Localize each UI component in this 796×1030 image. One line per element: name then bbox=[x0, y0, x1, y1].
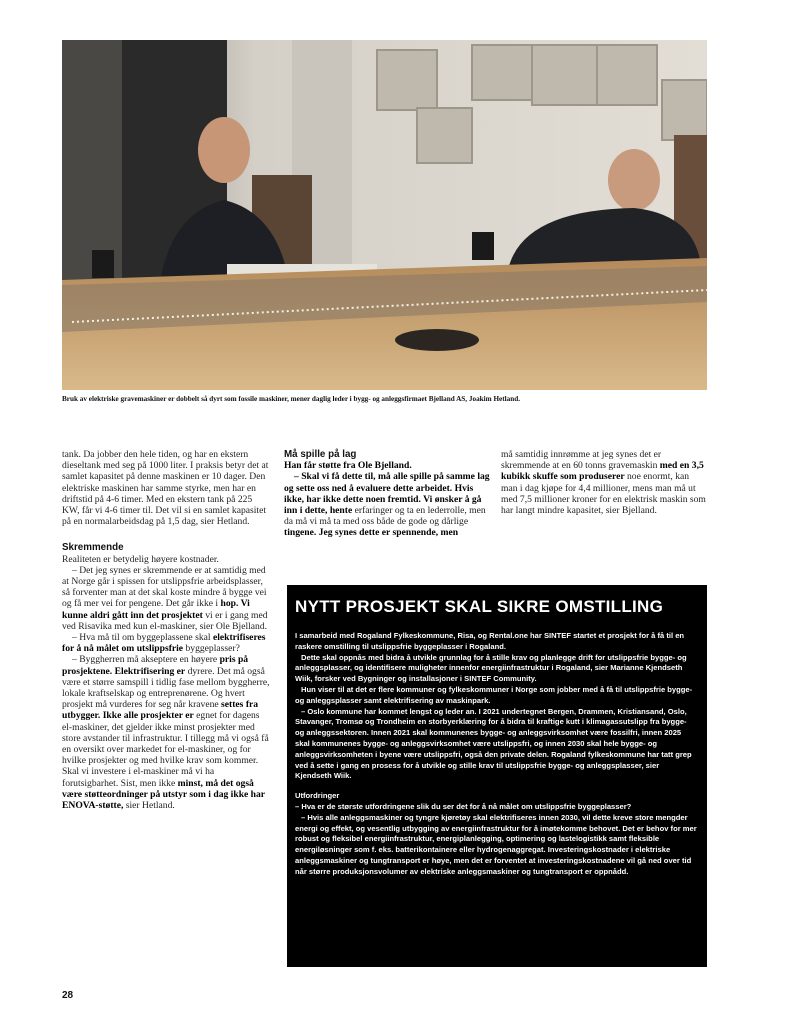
interview-photo bbox=[62, 40, 707, 390]
factbox-paragraph: – Hvis alle anleggsmaskiner og tyngre kjøretøy skal elektrifiseres innen 2030, vil dette kreve store mengder energi og effekt, og vesentlig utbygging av energiinfrastruktur for å imøtekomme behovet. Det er behov for mer robust og fleksibel energiinfrastruktur, energiplanlegging, optimering og lastelogistikk samt fleksible energiløsninger som f. eks. batterikontainere eller hydrogenaggregat. Investeringskostnader i elektriske anleggsmaskiner og tungtransport er høye, men det er forventet at investeringskostnadene vil gå ned over tid når større produksjonsvolumer av elektriske anleggsmaskiner og tungtransport er oppnådd. bbox=[295, 812, 697, 876]
paragraph: Han får støtte fra Ole Bjelland. bbox=[284, 460, 412, 472]
section-heading: Skremmende bbox=[62, 542, 124, 554]
paragraph: tank. Da jobber den hele tiden, og har en ekstern dieseltank med seg på 1000 liter. I praksis betyr det at samlet kapasitet på denne maskinen er 10 dager. Den elektriske maskinen har samme styrke, men har en driftstid på 4-6 timer. Med en ekstern tank på 225 KW, får vi 4-6 timer til. Det vil si en samlet kapasitet på en normalarbeidsdag på 1,5 dag, sier Hetland. bbox=[62, 449, 269, 528]
factbox-title: NYTT PROSJEKT SKAL SIKRE OMSTILLING bbox=[295, 597, 664, 616]
factbox-paragraph: Hun viser til at det er flere kommuner og fylkeskommuner i Norge som jobber med å få til utslippsfrie bygge- og anleggsplasser samt elektrifisering av maskinpark. bbox=[295, 684, 693, 705]
article-column-1 bbox=[62, 449, 270, 811]
paragraph: – Det jeg synes er skremmende er at samtidig med at Norge går i spissen for utslippsfrie arbeidsplasser, så forventer man at det skal koste mindre å bygge vei og få mer vei for pengene. Det går ikke i hop. Vi kunne aldri gått inn det prosjektet vi er i gang med ved Risavika med kun el-maskiner, sier Ole Bjelland. bbox=[62, 564, 268, 632]
factbox-paragraph: I samarbeid med Rogaland Fylkeskommune, Risa, og Rental.one har SINTEF startet et prosjekt for å få til en raskere omstilling til utslippsfrie byggeplasser i Rogaland. bbox=[295, 631, 685, 651]
paragraph: – Byggherren må akseptere en høyere pris på prosjektene. Elektrifisering er dyrere. Det må også være et større samspill i tidlig fase mellom byggherre, lokale kraftselskap og entreprenørene. Og hvert prosjekt må vurderes for seg når kravene settes fra utbygger. Ikke alle prosjekter er egnet for dagens el-maskiner, det gjelder ikke minst prosjekter med store avstander til infrastruktur. I tillegg må vi også få en oversikt over markedet for el-maskiner, og for hvilke prosjekter og med hvilke krav som kommer. Skal vi investere i el-maskiner må vi ha forutsigbarhet. Sist, men ikke minst, må det også være støtteordninger på utstyr som i dag ikke har ENOVA-støtte, sier Hetland. bbox=[62, 654, 270, 812]
section-heading: Må spille på lag bbox=[284, 449, 357, 460]
factbox-paragraph: Dette skal oppnås med bidra å utvikle grunnlag for å stille krav og planlegge drift for utslippsfrie bygge- og anleggsplasser, og identifisere muligheter innenfor energiinfrastruktur i Rogaland, sier Marianne Kjendseth Wiik, forsker ved Bygninger og installasjoner i SINTEF Community. bbox=[295, 652, 687, 684]
paragraph: Realiteten er betydelig høyere kostnader. bbox=[62, 553, 219, 565]
photo-illustration bbox=[62, 40, 707, 390]
photo-caption: Bruk av elektriske gravemaskiner er dobbelt så dyrt som fossile maskiner, mener daglig leder i bygg- og anleggsfirmaet Bjelland AS, Joakim Hetland. bbox=[62, 395, 520, 403]
factbox bbox=[287, 585, 707, 967]
article-column-2 bbox=[284, 449, 490, 539]
paragraph: må samtidig innrømme at jeg synes det er skremmende at en 60 tonns gravemaskin med en 3,5 kubikk skuffe som produserer noe enormt, kan man i dag kjøpe for 4,4 millioner, mens man må ut med 7,5 millioner kroner for en elektrisk maskin som har langt mindre kapasitet, sier Bjelland. bbox=[501, 449, 706, 517]
factbox-paragraph: – Oslo kommune har kommet lengst og leder an. I 2021 undertegnet Bergen, Drammen, Kristiansand, Oslo, Stavanger, Tromsø og Trondheim en storbyerklæring for å bidra til kraftige kutt i klimagassutslipp fra bygge- og anleggssektoren. Innen 2021 skal kommunenes bygge- og anleggsvirksomhet være fossilfri, innen 2025 skal kommunenes bygge- og anleggsvirksomhet være utslippsfri, og innen 2030 skal hele bygge- og anleggsvirksomheten i byene være utslippsfri, også den private delen. Rogaland fylkeskommune har tatt grep ved å sette i gang en prosess for å utvikle og stille krav til utslippsfrie bygge- og anleggsplasser, sier Kjendseth Wiik. bbox=[295, 706, 692, 781]
paragraph: – Skal vi få dette til, må alle spille på samme lag og sette oss ned å evaluere dette arbeidet. Hvis ikke, har ikke dette noen fremtid. Vi ønsker å gå inn i dette, hente erfaringer og ta en lederrolle, men da må vi må ta med oss både de gode og dårlige tingene. Jeg synes dette er spennende, men bbox=[284, 471, 490, 539]
factbox-subheading: Utfordringer bbox=[295, 791, 340, 801]
article-column-3 bbox=[501, 449, 707, 516]
page-number: 28 bbox=[62, 990, 74, 1001]
factbox-paragraph: – Hva er de største utfordringene slik du ser det for å nå målet om utslippsfrie byggeplasser? bbox=[295, 801, 632, 811]
paragraph: – Hva må til om byggeplassene skal elektrifiseres for å nå målet om utslippsfrie byggeplasser? bbox=[62, 632, 266, 655]
